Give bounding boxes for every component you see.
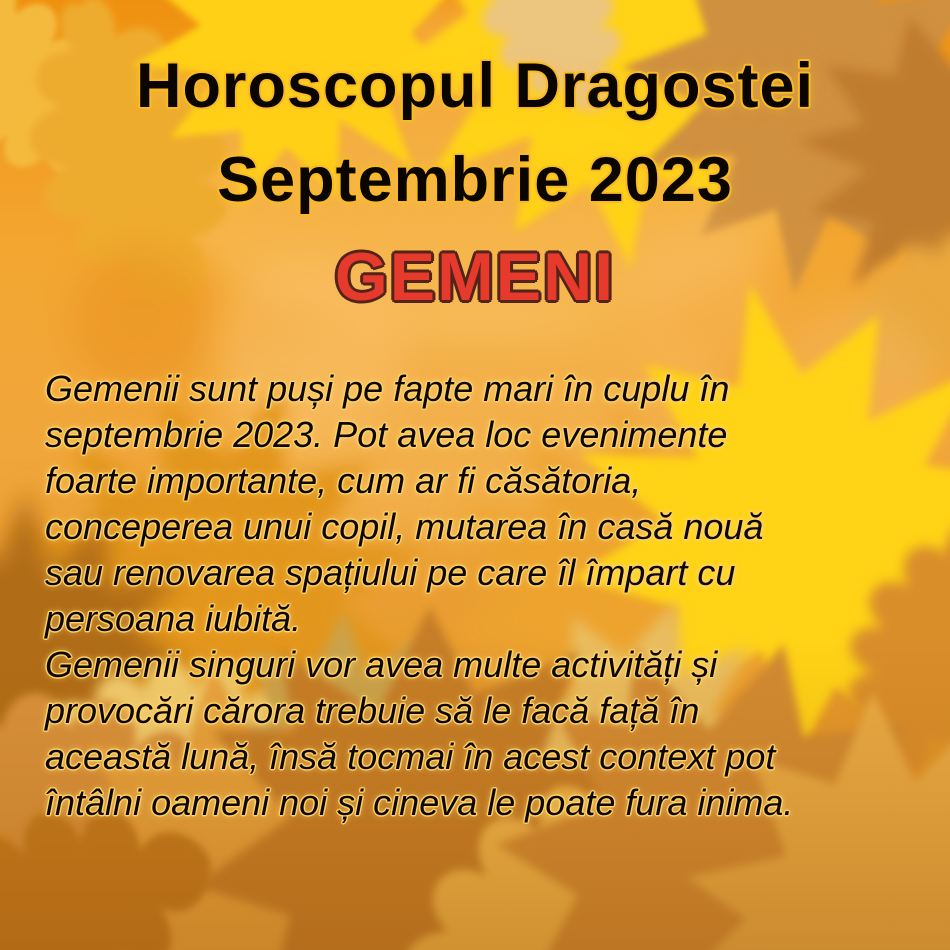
paragraph1-line: conceperea unui copil, mutarea în casă nouă [45,506,764,547]
horoscope-text [45,366,934,826]
paragraph1-line: septembrie 2023. Pot avea loc evenimente [45,414,728,455]
paragraph2-line: această lună, însă tocmai în acest context pot [45,736,776,777]
paragraph1-line: foarte importante, cum ar fi căsătoria, [45,460,642,501]
subtitle-month-year: Septembrie 2023 [217,145,733,215]
paragraph2-line: provocări cărora trebuie să le facă față în [45,690,700,731]
paragraph1-line: Gemenii sunt puși pe fapte mari în cuplu în [45,368,730,409]
paragraph1-line: persoana iubită. [45,598,302,639]
paragraph2-line: Gemenii singuri vor avea multe activități și [45,644,718,685]
zodiac-sign-title: GEMENI [334,239,616,315]
paragraph1-line: sau renovarea spațiului pe care îl împart cu [45,552,736,593]
main-title: Horoscopul Dragostei [135,51,815,121]
paragraph2-line: întâlni oameni noi și cineva le poate fura inima. [45,782,794,823]
